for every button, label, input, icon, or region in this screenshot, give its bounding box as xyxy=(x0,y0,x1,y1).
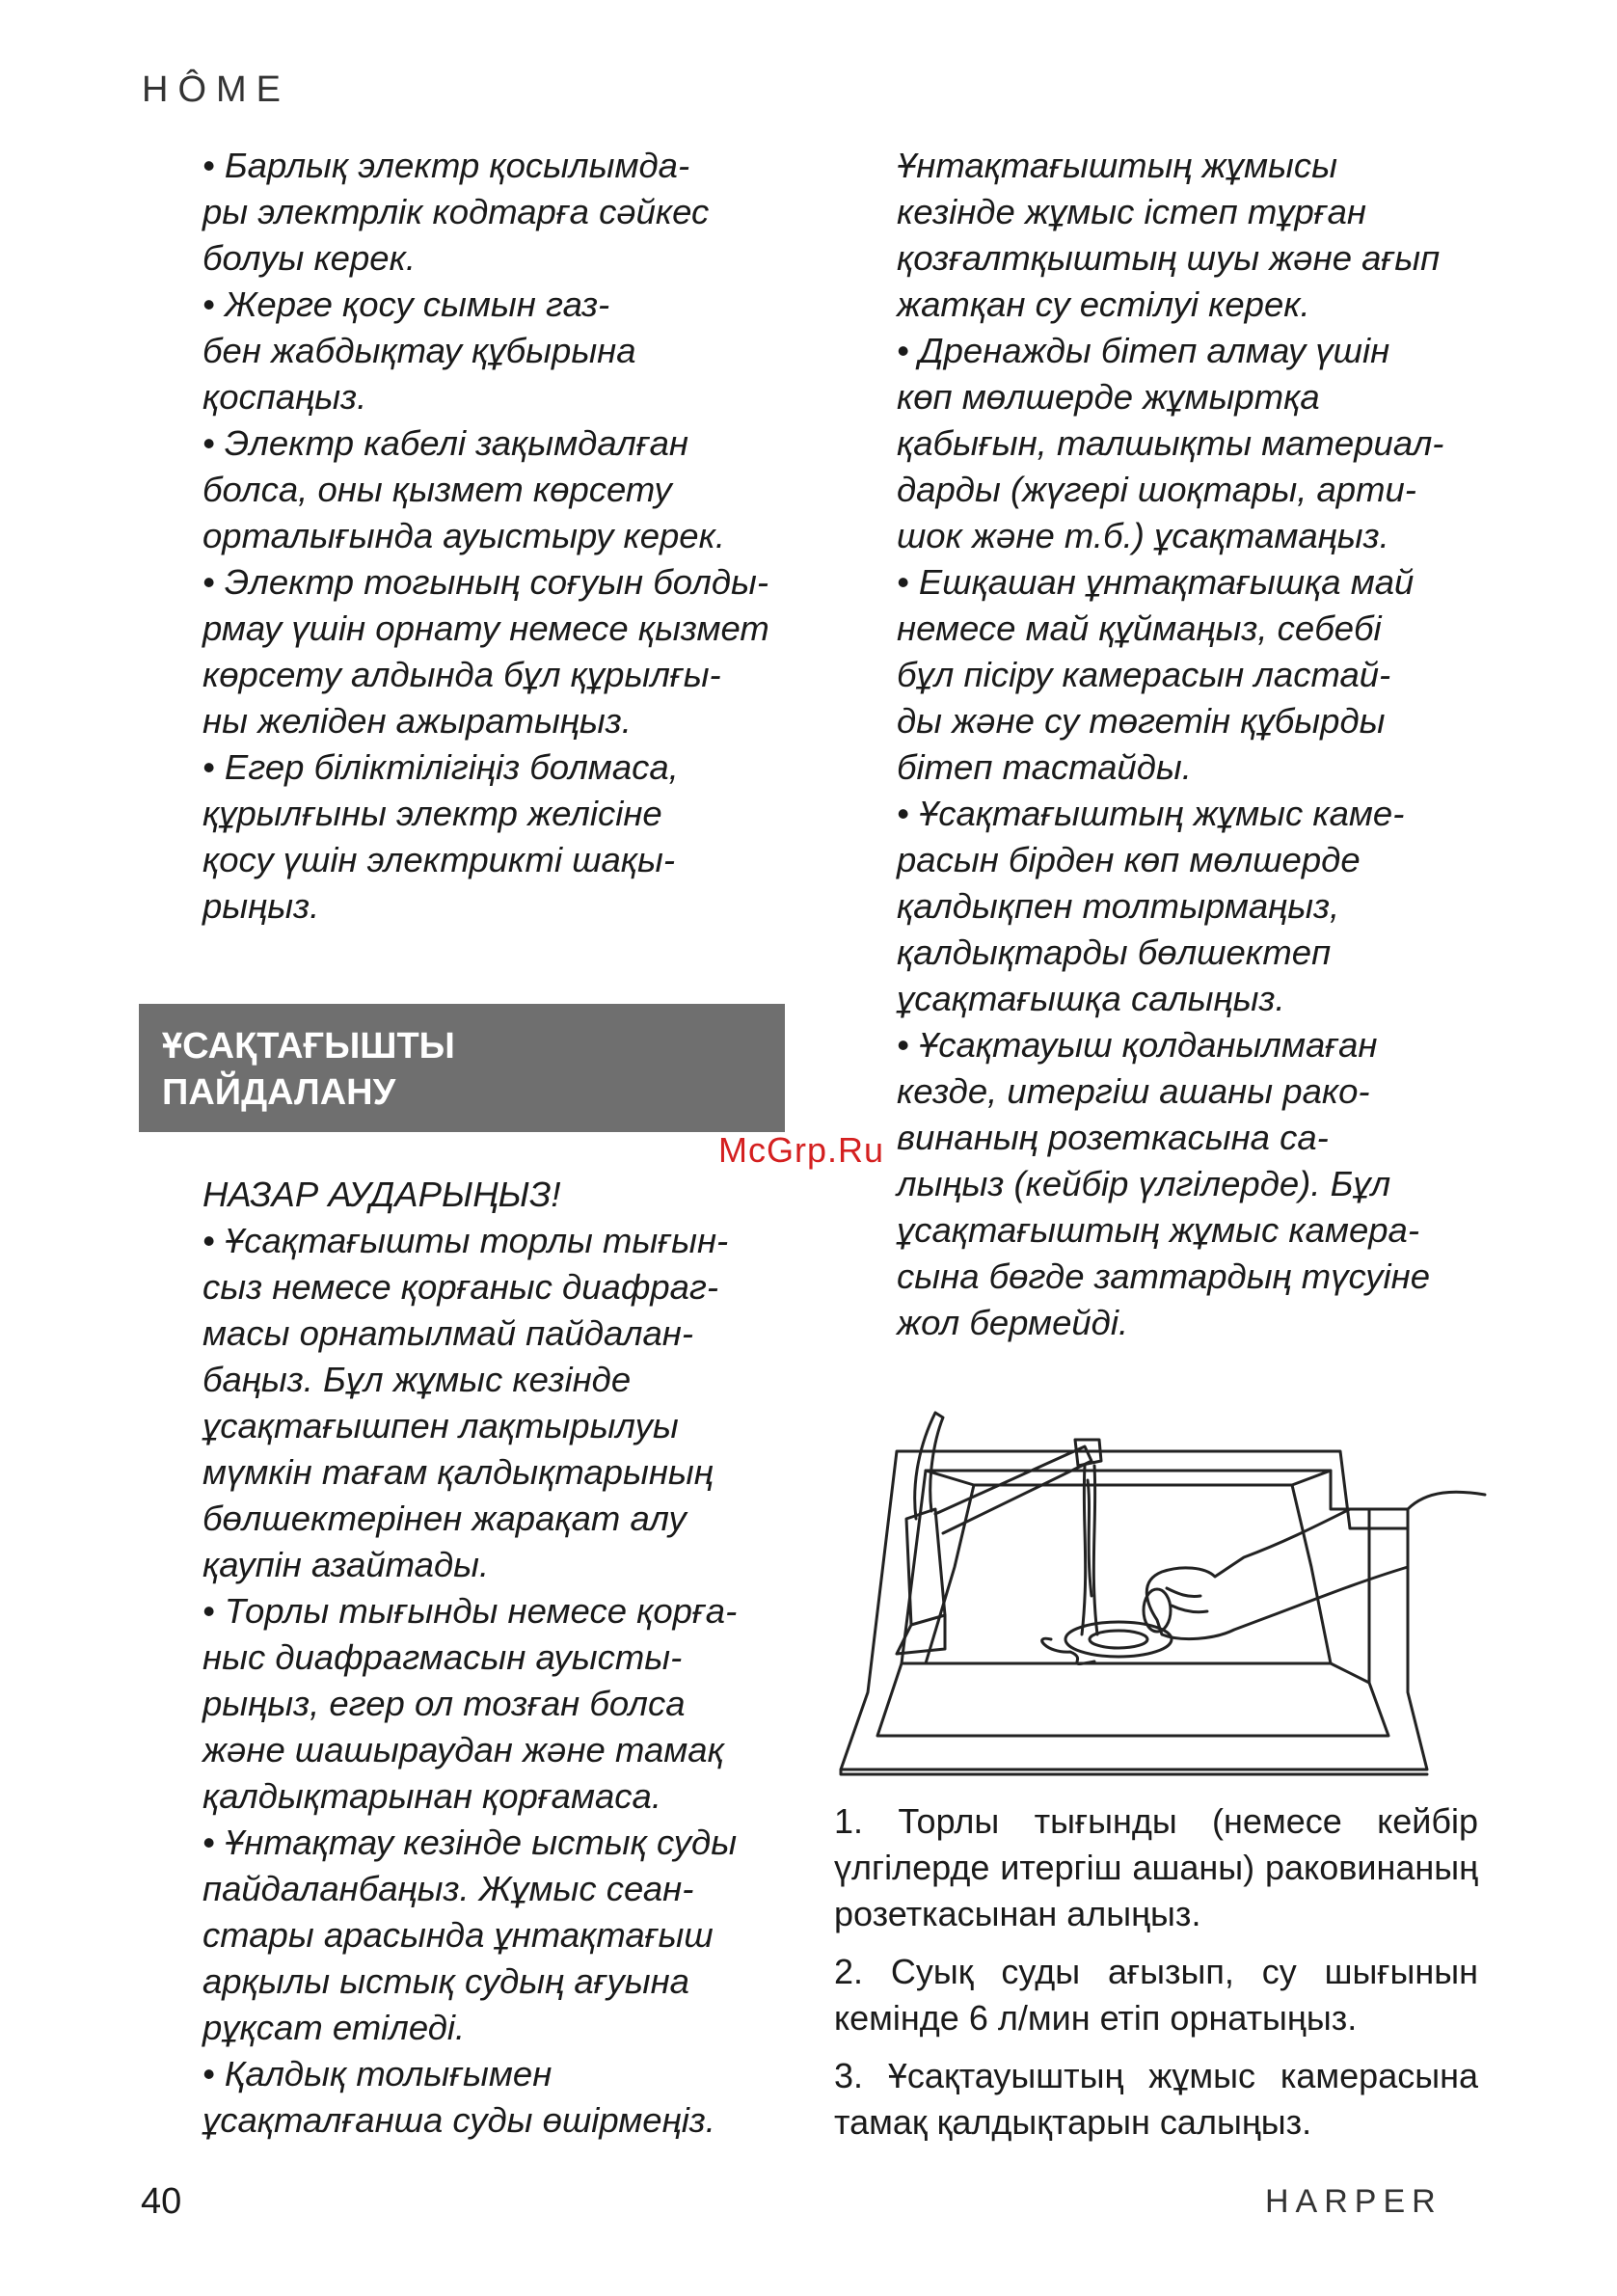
sink-illustration xyxy=(829,1374,1495,1789)
paragraph: • Электр тогының соғуын болды- рмау үшін орнату немесе қызмет көрсету алдында бұл құрылғы- ны желіден ажыратыңыз. xyxy=(202,562,769,741)
instruction-steps xyxy=(834,1798,1478,2157)
paragraph: • Дренажды бітеп алмау үшін көп мөлшерде жұмыртқа қабығын, талшықты материал- дарды (жүгері шоқтары, арти- шок және т.б.) ұсақтамаңыз. xyxy=(897,331,1444,555)
home-logo: HÔME xyxy=(142,69,290,110)
paragraph: • Электр кабелі зақымдалған болса, оны қызмет көрсету орталығында ауыстыру керек. xyxy=(202,423,725,555)
paragraph: Ұнтақтағыштың жұмысы кезінде жұмыс істеп тұрған қозғалтқыштың шуы және ағып жатқан су естілуі керек. xyxy=(897,146,1441,324)
warning-title: НАЗАР АУДАРЫҢЫЗ! xyxy=(202,1175,561,1214)
paragraph: • Ұсақтағыштың жұмыс каме- расын бірден көп мөлшерде қалдықпен толтырмаңыз, қалдықтарды бөлшектеп ұсақтағышқа салыңыз. xyxy=(897,794,1405,1018)
step-3: 3. Ұсақтауыштың жұмыс камерасына тамақ қалдықтарын салыңыз. xyxy=(834,2056,1478,2142)
page-number: 40 xyxy=(141,2181,182,2222)
paragraph: • Ұсақтағышты торлы тығын- сыз немесе қорғаныс диафраг- масы орнатылмай пайдалан- баңыз. Бұл жұмыс кезінде ұсақтағышпен лақтырылуы мүмкін тағам қалдықтарының бөлшектерінен жарақат алу қаупін азайтады. xyxy=(202,1221,729,1584)
paragraph: • Ұсақтауыш қолданылмаған кезде, итергіш ашаны рако- винаның розеткасына са- лыңыз (кейбір үлгілерде). Бұл ұсақтағыштың жұмыс камера- сына бөгде заттардың түсуіне жол бермейді. xyxy=(897,1025,1431,1342)
paragraph: • Ешқашан ұнтақтағышқа май немесе май құймаңыз, себебі бұл пісіру камерасын ластай- ды және су төгетін құбырды бітеп тастайды. xyxy=(897,562,1415,787)
watermark: McGrp.Ru xyxy=(718,1130,885,1170)
paragraph: • Торлы тығынды немесе қорға- ныс диафрагмасын ауысты- рыңыз, егер ол тозған болса және шашыраудан және тамақ қалдықтарынан қорғамаса. xyxy=(202,1591,738,1816)
paragraph: • Барлық электр қосылымда- ры электрлік кодтарға сәйкес болуы керек. xyxy=(202,146,710,278)
harper-logo: HARPER xyxy=(1265,2183,1442,2220)
paragraph: • Жерге қосу сымын газ- бен жабдықтау құбырына қоспаңыз. xyxy=(202,284,636,417)
paragraph: • Ұнтақтау кезінде ыстық суды пайдаланбаңыз. Жұмыс сеан- стары арасында ұнтақтағыш арқылы ыстық судың ағуына рұқсат етіледі. xyxy=(202,1823,738,2047)
step-1: 1. Торлы тығынды (немесе кейбір үлгілерде итергіш ашаны) раковинаның розеткасынан алыңыз. xyxy=(834,1801,1478,1933)
right-column xyxy=(897,143,1495,1346)
paragraph: • Қалдық толығымен ұсақталғанша суды өшірмеңіз. xyxy=(202,2054,715,2140)
paragraph: • Егер біліктілігіңіз болмаса, құрылғыны электр желісіне қосу үшін электрикті шақы- рыңыз. xyxy=(202,747,679,926)
left-column xyxy=(202,143,800,930)
step-2: 2. Суық суды ағызып, су шығынын кемінде 6 л/мин етіп орнатыңыз. xyxy=(834,1952,1478,2038)
warning-column xyxy=(202,1172,800,2144)
section-heading: ҰСАҚТАҒЫШТЫ ПАЙДАЛАНУ xyxy=(139,1004,785,1132)
